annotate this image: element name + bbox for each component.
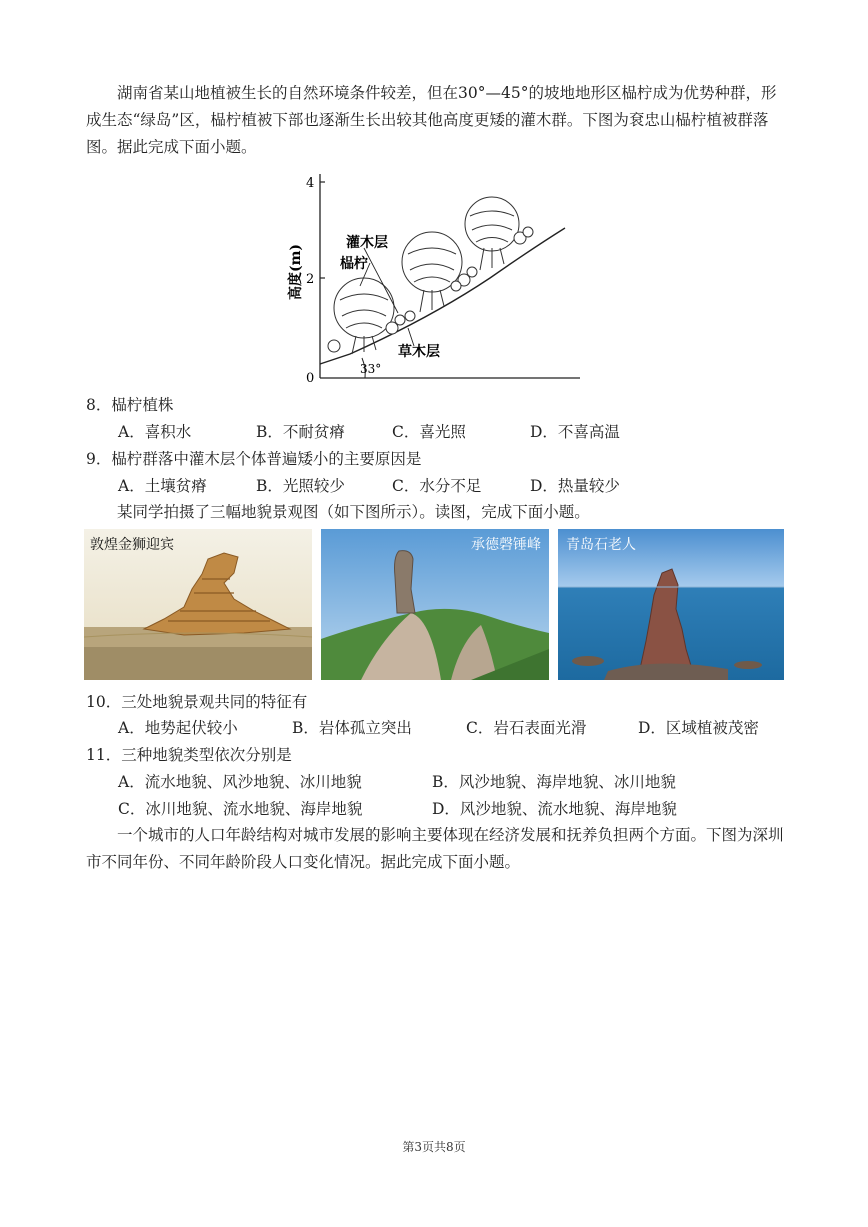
photo-chengde	[321, 529, 549, 680]
q10-option-b[interactable]: B．岩体孤立突出	[292, 719, 412, 737]
page-footer: 第3页共8页	[402, 1140, 466, 1154]
q9-option-b[interactable]: B．光照较少	[256, 477, 345, 495]
photo-caption-qingdao: 青岛石老人	[566, 537, 636, 553]
question-10-options	[118, 715, 759, 741]
q11-option-c[interactable]: C．冰川地貌、流水地貌、海岸地貌	[118, 800, 363, 818]
herb-layer-label: 草木层	[398, 344, 440, 360]
q8-option-c[interactable]: C．喜光照	[392, 423, 466, 441]
q11-option-a[interactable]: A．流水地貌、风沙地貌、冰川地貌	[118, 773, 362, 791]
shrub-layer-label: 灌木层	[346, 235, 388, 251]
intro-paragraph-2: 某同学拍摄了三幅地貌景观图（如下图所示）。读图，完成下面小题。	[117, 503, 590, 521]
photo-qingdao	[558, 529, 784, 680]
photo-caption-dunhuang: 敦煌金狮迎宾	[90, 537, 174, 553]
q11-option-b[interactable]: B．风沙地貌、海岸地貌、冰川地貌	[432, 773, 676, 791]
photo-dunhuang	[84, 529, 312, 680]
question-10-stem: 10．三处地貌景观共同的特征有	[86, 693, 308, 711]
slope-angle-label: 33°	[360, 362, 382, 376]
question-11-options-row-1	[118, 769, 676, 795]
tree-label: 榀柠	[340, 256, 368, 272]
question-8-stem: 8．榀柠植株	[86, 396, 174, 414]
q9-option-a[interactable]: A．土壤贫瘠	[118, 477, 207, 495]
tick-0: 0	[306, 371, 315, 386]
tick-4: 4	[306, 176, 315, 191]
q8-option-b[interactable]: B．不耐贫瘠	[256, 423, 345, 441]
tick-2: 2	[306, 272, 315, 287]
q9-option-d[interactable]: D．热量较少	[530, 477, 620, 495]
photo-caption-chengde: 承德磬锤峰	[471, 537, 541, 553]
q8-option-d[interactable]: D．不喜高温	[530, 423, 620, 441]
question-11-stem: 11．三种地貌类型依次分别是	[86, 746, 292, 764]
question-11-options-row-2	[118, 796, 677, 822]
q10-option-c[interactable]: C．岩石表面光滑	[466, 719, 587, 737]
intro-paragraph-3: 一个城市的人口年龄结构对城市发展的影响主要体现在经济发展和抚养负担两个方面。下图为深圳市不同年份、不同年龄阶段人口变化情况。据此完成下面小题。	[86, 826, 784, 871]
question-9-stem: 9．榀柠群落中灌木层个体普遍矮小的主要原因是	[86, 450, 422, 468]
q9-option-c[interactable]: C．水分不足	[392, 477, 482, 495]
vegetation-figure	[280, 168, 590, 386]
intro-paragraph-1: 湖南省某山地植被生长的自然环境条件较差，但在30°—45°的坡地地形区榀柠成为优势种群，形成生态“绿岛”区，榀柠植被下部也逐渐生长出较其他高度更矮的灌木群。下图为袞忠山榀柠植被群落图。据此完成下面小题。	[86, 84, 777, 156]
question-9-options	[118, 473, 620, 499]
q11-option-d[interactable]: D．风沙地貌、流水地貌、海岸地貌	[432, 800, 677, 818]
y-axis-label: 高度(m)	[288, 243, 304, 300]
question-8-options	[118, 419, 620, 445]
q10-option-a[interactable]: A．地势起伏较小	[118, 719, 238, 737]
q8-option-a[interactable]: A．喜积水	[118, 423, 192, 441]
q10-option-d[interactable]: D．区域植被茂密	[638, 719, 759, 737]
vegetation-diagram	[280, 168, 590, 386]
